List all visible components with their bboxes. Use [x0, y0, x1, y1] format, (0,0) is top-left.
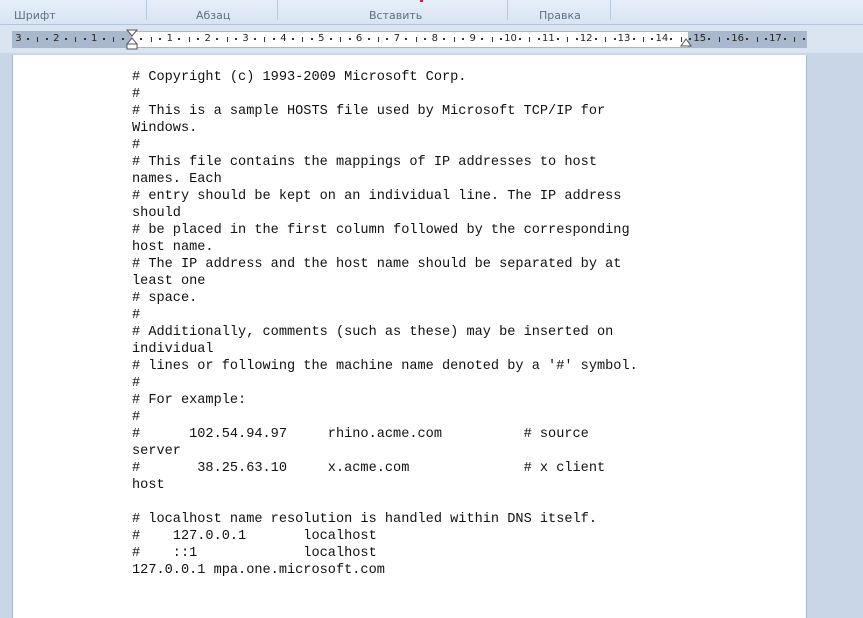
ruler-quarter-dot — [481, 38, 483, 40]
ruler-quarter-dot — [292, 38, 294, 40]
ribbon-group-paragraph[interactable]: Абзац — [196, 9, 231, 22]
ruler-label: 1 — [90, 33, 98, 44]
ribbon-group-bar — [0, 0, 863, 25]
document-line[interactable]: # localhost name resolution is handled within DNS itself. — [132, 512, 597, 527]
ruler-half-tick — [378, 37, 379, 42]
ruler-half-tick — [643, 37, 644, 42]
document-line[interactable]: host — [132, 478, 165, 493]
document-line[interactable]: # ::1 localhost — [132, 546, 377, 561]
ruler-quarter-dot — [424, 38, 426, 40]
document-line[interactable]: # 102.54.94.97 rhino.acme.com # source — [132, 427, 589, 442]
ruler-quarter-dot — [595, 38, 597, 40]
document-line[interactable] — [132, 494, 692, 511]
ruler-quarter-dot — [462, 38, 464, 40]
document-line[interactable]: # This file contains the mappings of IP addresses to host — [132, 155, 597, 170]
ruler-quarter-dot — [65, 38, 67, 40]
ruler-label: 3 — [242, 33, 249, 44]
first-line-indent-marker[interactable] — [125, 29, 139, 51]
ruler-quarter-dot — [46, 38, 48, 40]
document-line[interactable]: # — [132, 308, 141, 323]
document-line[interactable]: # be placed in the first column followed by the corresponding — [132, 223, 630, 238]
ribbon-separator — [146, 0, 147, 20]
document-line[interactable]: # 127.0.0.1 localhost — [132, 529, 377, 544]
ruler-quarter-dot — [803, 38, 805, 40]
ruler-quarter-dot — [197, 38, 199, 40]
ruler-half-tick — [416, 37, 417, 42]
ruler-quarter-dot — [727, 38, 729, 40]
document-line[interactable]: individual — [132, 342, 214, 357]
document-line[interactable]: server — [132, 444, 181, 459]
ruler-label: 2 — [53, 33, 60, 44]
ruler-half-tick — [529, 37, 530, 42]
document-line[interactable]: # This is a sample HOSTS file used by Microsoft TCP/IP for — [132, 104, 606, 119]
ruler-label: 10 — [504, 33, 517, 44]
ruler-quarter-dot — [557, 38, 559, 40]
document-line[interactable]: # The IP address and the host name should be separated by at — [132, 257, 622, 272]
ruler-quarter-dot — [405, 38, 407, 40]
ruler-quarter-dot — [235, 38, 237, 40]
ribbon-group-editing[interactable]: Правка — [539, 9, 581, 22]
ribbon-separator — [277, 0, 278, 20]
ruler-quarter-dot — [159, 38, 161, 40]
ribbon-separator — [610, 0, 611, 20]
ruler-label: 5 — [318, 33, 325, 44]
ruler-half-tick — [794, 37, 795, 42]
ruler-half-tick — [264, 37, 265, 42]
ruler-quarter-dot — [443, 38, 445, 40]
ruler-quarter-dot — [27, 38, 29, 40]
ruler-quarter-dot — [84, 38, 86, 40]
ruler-quarter-dot — [140, 38, 142, 40]
ruler-half-tick — [151, 37, 152, 42]
document-line[interactable]: host name. — [132, 240, 214, 255]
ribbon-group-font[interactable]: Шрифт — [14, 9, 56, 22]
ruler-label: 8 — [431, 33, 438, 44]
ruler-quarter-dot — [122, 38, 124, 40]
document-line[interactable]: # — [132, 87, 141, 102]
horizontal-ruler[interactable] — [12, 31, 807, 48]
ruler-quarter-dot — [311, 38, 313, 40]
ruler-quarter-dot — [633, 38, 635, 40]
ruler-half-tick — [757, 37, 758, 42]
ruler-label: 1 — [166, 33, 174, 44]
ruler-half-tick — [567, 37, 568, 42]
ruler-label: 11 — [541, 33, 555, 44]
ruler-quarter-dot — [386, 38, 388, 40]
ruler-half-tick — [492, 37, 493, 42]
ruler-quarter-dot — [746, 38, 748, 40]
ruler-label: 15 — [693, 33, 707, 44]
ruler-half-tick — [454, 37, 455, 42]
document-text[interactable] — [132, 69, 692, 579]
ruler-quarter-dot — [103, 38, 105, 40]
ruler-half-tick — [719, 37, 720, 42]
ruler-quarter-dot — [368, 38, 370, 40]
ruler-quarter-dot — [708, 38, 710, 40]
document-line[interactable]: # Copyright (c) 1993-2009 Microsoft Corp. — [132, 70, 467, 85]
ruler-quarter-dot — [538, 38, 540, 40]
document-line[interactable]: # 38.25.63.10 x.acme.com # x client — [132, 461, 606, 476]
ruler-half-tick — [113, 37, 114, 42]
ruler-label: 7 — [393, 33, 401, 44]
ruler-quarter-dot — [670, 38, 672, 40]
ruler-quarter-dot — [651, 38, 653, 40]
ruler-quarter-dot — [614, 38, 616, 40]
document-line[interactable]: names. Each — [132, 172, 222, 187]
ruler-half-tick — [227, 37, 228, 42]
document-line[interactable]: should — [132, 206, 181, 221]
document-line[interactable]: least one — [132, 274, 206, 289]
ruler-quarter-dot — [330, 38, 332, 40]
ruler-quarter-dot — [500, 38, 502, 40]
document-line[interactable]: # — [132, 410, 141, 425]
document-line[interactable]: # For example: — [132, 393, 247, 408]
ruler-label: 16 — [731, 33, 744, 44]
document-line[interactable]: # — [132, 138, 141, 153]
ribbon-group-insert[interactable]: Вставить — [369, 9, 423, 22]
ruler-half-tick — [340, 37, 341, 42]
document-line[interactable]: 127.0.0.1 mpa.one.microsoft.com — [132, 563, 385, 578]
ruler-label: 3 — [15, 33, 22, 44]
ruler-label: 14 — [655, 33, 669, 44]
red-mark — [420, 0, 423, 2]
ruler-half-tick — [75, 37, 76, 42]
document-line[interactable]: # space. — [132, 291, 198, 306]
ruler-half-tick — [605, 37, 606, 42]
ruler-label: 6 — [355, 33, 363, 44]
document-line[interactable]: # lines or following the machine name denoted by a '#' symbol. — [132, 359, 638, 374]
ruler-half-tick — [37, 37, 38, 42]
ruler-quarter-dot — [178, 38, 180, 40]
ruler-quarter-dot — [784, 38, 786, 40]
document-line[interactable]: # — [132, 376, 141, 391]
ruler-quarter-dot — [216, 38, 218, 40]
scroll-edge — [853, 53, 863, 618]
right-indent-marker[interactable] — [679, 36, 693, 48]
ruler-quarter-dot — [254, 38, 256, 40]
ribbon-separator — [507, 0, 508, 20]
document-line[interactable]: # entry should be kept on an individual line. The IP address — [132, 189, 622, 204]
document-line[interactable]: # Additionally, comments (such as these) may be inserted on — [132, 325, 614, 340]
ruler-quarter-dot — [349, 38, 351, 40]
ruler-label: 12 — [579, 33, 593, 44]
ruler-quarter-dot — [519, 38, 521, 40]
ruler-label: 2 — [204, 33, 211, 44]
ruler-quarter-dot — [576, 38, 578, 40]
ruler-quarter-dot — [765, 38, 767, 40]
ruler-quarter-dot — [273, 38, 275, 40]
ruler-label: 9 — [469, 33, 476, 44]
ruler-half-tick — [189, 37, 190, 42]
ruler-half-tick — [302, 37, 303, 42]
ruler-label: 4 — [280, 33, 287, 44]
ruler-label: 13 — [617, 33, 631, 44]
ruler-label: 17 — [769, 33, 782, 44]
document-line[interactable]: Windows. — [132, 121, 198, 136]
